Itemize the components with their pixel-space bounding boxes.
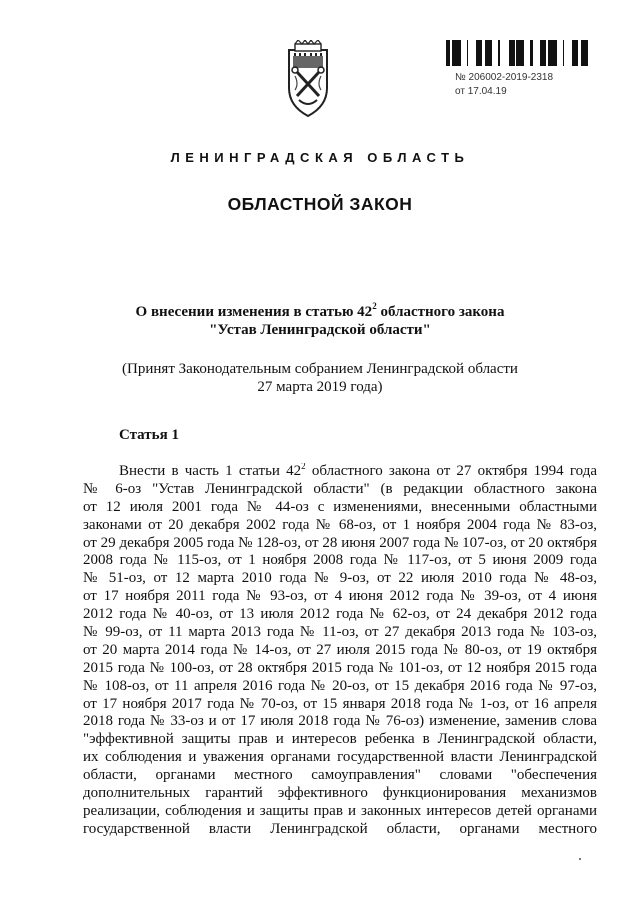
article-text-line: их соблюдения и уважения органами государственной власти Ленинградской	[83, 749, 597, 766]
article-text	[83, 463, 597, 839]
body-superscript: 2	[301, 463, 306, 471]
article-text-line: № 51-оз, от 12 марта 2010 года № 9-оз, от 22 июля 2010 года № 48-оз,	[83, 570, 597, 587]
adoption-note-line-1: (Принят Законодательным собранием Ленинградской области	[122, 361, 518, 377]
law-title-line-1: О внесении изменения в статью $42^2$ областного закона	[135, 301, 505, 320]
barcode-icon	[446, 40, 592, 66]
article-text-line: "эффективной защиты прав и интересов ребенка в Ленинградской области,	[83, 731, 597, 748]
article-text-line: области, органами местного самоуправления" словами "обеспечения	[83, 767, 597, 784]
registration-date: от 17.04.19	[455, 86, 507, 97]
article-text-line: от 29 декабря 2005 года № 128-оз, от 28 июня 2007 года № 107-оз, от 20 октября	[83, 534, 597, 551]
article-text-line: 2008 года № 115-оз, от 1 ноября 2008 года № 117-оз, от 5 июня 2009 года	[83, 552, 597, 569]
law-title-line-2: "Устав Ленинградской области"	[209, 322, 431, 338]
article-text-line: законами от 20 декабря 2002 года № 68-оз, от 1 ноября 2004 года № 83-оз,	[83, 516, 597, 533]
article-text-line: 2015 года № 100-оз, от 28 октября 2015 года № 101-оз, от 12 ноября 2015 года	[83, 659, 597, 676]
article-text-line: от 20 марта 2014 года № 14-оз, от 27 июля 2015 года № 80-оз, от 19 октября	[83, 641, 597, 658]
article-text-line: Внести в часть 1 статьи $42^2$ областного закона от 27 октября 1994 года	[119, 463, 597, 479]
article-text-line: от 17 ноября 2017 года № 70-оз, от 15 января 2018 года № 1-оз, от 16 апреля	[83, 695, 597, 712]
registration-number: № 206002-2019-2318	[455, 72, 554, 83]
document-type-heading: ОБЛАСТНОЙ ЗАКОН	[227, 194, 413, 214]
article-text-line: 2012 года № 40-оз, от 13 июля 2012 года № 62-оз, от 24 декабря 2012 года	[83, 606, 597, 623]
law-title	[60, 298, 580, 339]
adoption-note-line-2: 27 марта 2019 года)	[257, 379, 383, 395]
registration-stamp	[455, 71, 553, 99]
article-text-line: государственной власти Ленинградской области, органами местного	[83, 820, 597, 837]
article-text-line: дополнительных гарантий эффективного функционирования механизмов	[83, 785, 597, 802]
article-text-line: от 12 июля 2001 года № 44-оз с изменениями, внесенными областными	[83, 498, 597, 515]
title-superscript: 2	[372, 301, 377, 311]
article-text-line: № 108-оз, от 11 апреля 2016 года № 20-оз, от 15 декабря 2016 года № 97-оз,	[83, 677, 597, 694]
article-text-line: от 17 ноября 2011 года № 93-оз, от 4 июня 2012 года № 39-оз, от 4 июня	[83, 588, 597, 605]
adoption-note	[60, 360, 580, 396]
article-text-line: № 99-оз, от 11 марта 2013 года № 11-оз, от 27 декабря 2013 года № 103-оз,	[83, 624, 597, 641]
article-text-line: № 6-оз "Устав Ленинградской области" (в редакции областного закона	[83, 480, 597, 497]
article-heading: Статья 1	[119, 427, 179, 443]
scan-mark	[579, 858, 581, 860]
region-heading: ЛЕНИНГРАДСКАЯ ОБЛАСТЬ	[170, 150, 470, 165]
coat-of-arms-icon	[283, 40, 333, 120]
article-text-line: реализации, соблюдения и защиты прав и законных интересов детей органами	[83, 802, 597, 819]
article-text-line: 2018 года № 33-оз и от 17 июля 2018 года № 76-оз) изменение, заменив слова	[83, 713, 597, 730]
